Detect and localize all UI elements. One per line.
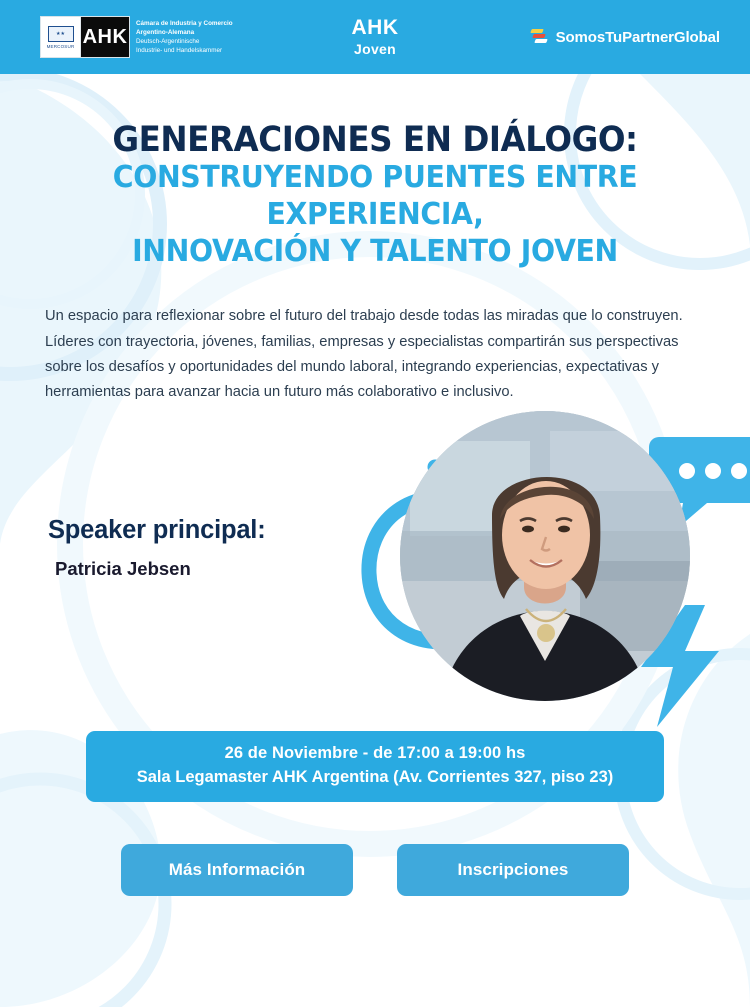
ahk-wordmark: AHK: [81, 17, 129, 57]
hero-title-line2: CONSTRUYENDO PUENTES ENTRE EXPERIENCIA,: [112, 159, 638, 232]
speaker-name: Patricia Jebsen: [55, 558, 191, 580]
hero-title-block: [45, 74, 705, 270]
partner-slogan: SomosTuPartnerGlobal: [555, 28, 720, 46]
cta-button-row: [0, 844, 750, 896]
speaker-photo: [400, 411, 690, 701]
header-title: AHK: [351, 16, 399, 40]
hero-title-line3: INNOVACIÓN Y TALENTO JOVEN: [132, 234, 618, 270]
chamber-name-line4: Industrie- und Handelskammer: [136, 47, 223, 55]
header-subtitle: Joven: [354, 40, 396, 57]
register-button[interactable]: Inscripciones: [397, 844, 629, 896]
chamber-name-line1: Cámara de Industria y Comercio: [136, 19, 233, 27]
speaker-label: Speaker principal:: [48, 516, 266, 545]
event-datetime: 26 de Noviembre - de 17:00 a 19:00 hs: [224, 744, 526, 763]
chamber-name-line2: Argentino-Alemana: [136, 28, 195, 36]
main-content: [0, 74, 750, 731]
mercosur-stars: ★★: [56, 30, 65, 37]
more-info-button[interactable]: Más Información: [121, 844, 353, 896]
page-header: [0, 0, 750, 74]
event-info-bar: [86, 731, 664, 802]
chamber-name-line3: Deutsch-Argentinische: [136, 38, 200, 45]
speaker-section: [45, 411, 705, 731]
speaker-portrait-illustration: [400, 411, 690, 701]
hero-paragraph: Un espacio para reflexionar sobre el futuro del trabajo desde todas las miradas que lo construyen. Líderes con trayectoria, jóvenes, familias, empresas y especialistas compartirán sus perspectivas sobre los desafíos y oportunidades del mundo laboral, integrando experiencias, expectativas y herramientas para avanzar hacia un futuro más colaborativo e inclusivo.: [45, 308, 683, 401]
partner-badge: [531, 28, 720, 46]
event-location: Sala Legamaster AHK Argentina (Av. Corrientes 327, piso 23): [136, 768, 614, 787]
mercosur-label: MERCOSUR: [46, 43, 75, 49]
flag-stripes-icon: [531, 28, 551, 46]
hero-title-line1: GENERACIONES EN DIÁLOGO:: [112, 120, 638, 160]
